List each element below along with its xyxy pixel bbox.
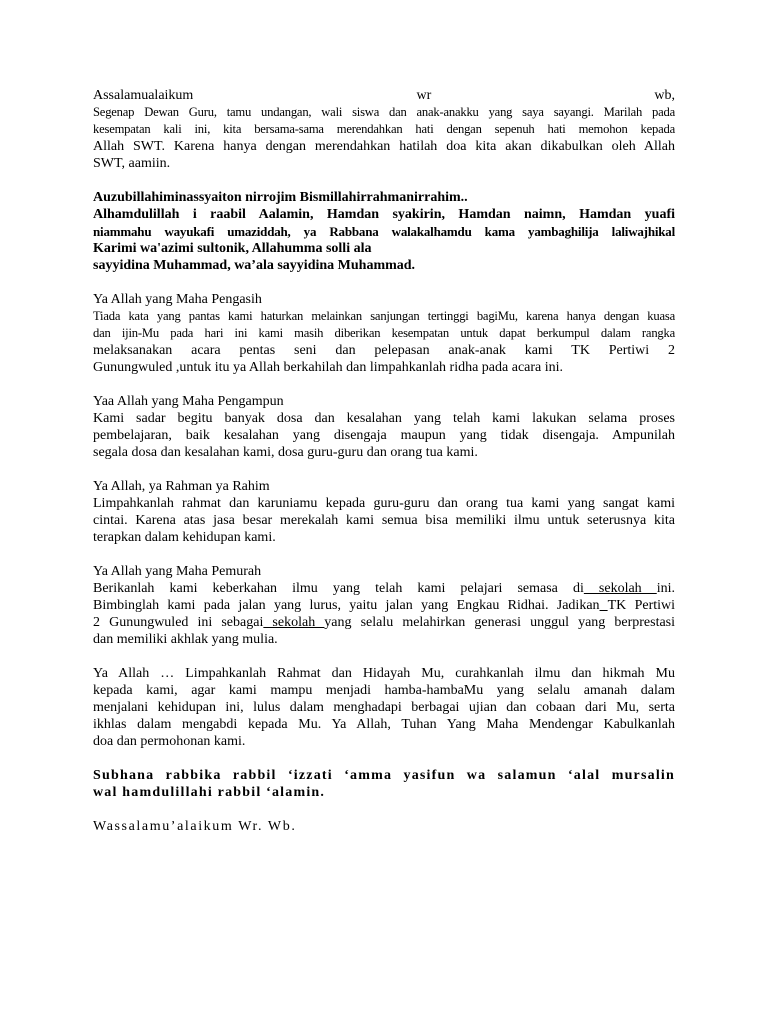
- closing-salam-paragraph: [93, 818, 675, 835]
- section-line: Tiada kata yang pantas kami haturkan melainkan sanjungan tertinggi bagiMu, karena hanya dengan kuasa: [93, 309, 675, 323]
- section-line: menjalani kehidupan ini, lulus dalam menghadapi berbagai ujian dan cobaan dari Mu, serta: [93, 700, 675, 715]
- section-pengampun: [93, 393, 675, 461]
- text-run: Berikanlah kami keberkahan ilmu yang telah kami pelajari semasa di: [93, 581, 584, 596]
- section-rahman: [93, 478, 675, 546]
- text-run: TK Pertiwi: [607, 598, 676, 613]
- section-line: pembelajaran, baik kesalahan yang disengaja maupun yang tidak disengaja. Ampunilah: [93, 428, 675, 443]
- section-line: [93, 580, 675, 597]
- sekolah-link[interactable]: sekolah: [583, 581, 657, 596]
- section-line: doa dan permohonan kami.: [93, 734, 246, 749]
- opening-line: kesempatan kali ini, kita bersama-sama merendahkan hati dengan sepenuh hati memohon kepada: [93, 122, 675, 136]
- section-line: dan memiliki akhlak yang mulia.: [93, 632, 278, 647]
- section-line: Gunungwuled ,untuk itu ya Allah berkahilah dan limpahkanlah ridha pada acara ini.: [93, 360, 564, 375]
- sekolah-link[interactable]: sekolah: [263, 615, 325, 630]
- section-line: Ya Allah … Limpahkanlah Rahmat dan Hidayah Mu, curahkanlah ilmu dan hikmah Mu: [93, 666, 675, 681]
- arabic-opening-line: Alhamdulillah i raabil Aalamin, Hamdan syakirin, Hamdan naimn, Hamdan yuafi: [93, 207, 675, 222]
- arabic-opening-paragraph: [93, 189, 675, 274]
- section-line: [93, 597, 675, 614]
- underlined-space: [600, 598, 608, 613]
- greeting: Assalamualaikum wr wb,: [93, 88, 675, 103]
- closing-prayer-line: wal hamdulillahi rabbil ‘alamin.: [93, 785, 326, 800]
- arabic-opening-line: Auzubillahiminassyaiton nirrojim Bismillahirrahmanirrahim..: [93, 190, 468, 205]
- section-line: ikhlas dalam mengabdi kepada Mu. Ya Allah, Tuhan Yang Maha Mendengar Kabulkanlah: [93, 717, 675, 732]
- section-pengasih: [93, 291, 675, 376]
- opening-line: Allah SWT. Karena hanya dengan merendahkan hatilah doa kita akan dikabulkan oleh Allah: [93, 139, 675, 154]
- section-line: [93, 614, 675, 631]
- section-line: Limpahkanlah rahmat dan karuniamu kepada guru-guru dan orang tua kami yang sangat kami: [93, 496, 675, 511]
- arabic-opening-line: sayyidina Muhammad, wa’ala sayyidina Muhammad.: [93, 258, 416, 273]
- closing-prayer-line: Subhana rabbika rabbil ‘izzati ‘amma yasifun wa salamun ‘alal mursalin: [93, 768, 675, 783]
- section-line: melaksanakan acara pentas seni dan pelepasan anak-anak kami TK Pertiwi 2: [93, 343, 675, 358]
- section-heading: Ya Allah, ya Rahman ya Rahim: [93, 479, 270, 494]
- section-heading: Ya Allah yang Maha Pemurah: [93, 564, 262, 579]
- section-heading: Ya Allah yang Maha Pengasih: [93, 292, 262, 307]
- section-pemurah: [93, 563, 675, 648]
- opening-line: Segenap Dewan Guru, tamu undangan, wali siswa dan anak-anakku yang saya sayangi. Marilah pada: [93, 105, 675, 119]
- closing-prayer: [93, 767, 675, 801]
- section-line: dan ijin-Mu pada hari ini kami masih diberikan kesempatan untuk dapat berkumpul dalam rangka: [93, 326, 675, 340]
- document-page: [93, 87, 675, 835]
- section-line: cintai. Karena atas jasa besar merekalah kami semua bisa memiliki ilmu untuk seterusnya kita: [93, 513, 675, 528]
- text-run: yang selalu melahirkan generasi unggul yang berprestasi: [324, 615, 676, 630]
- arabic-opening-line: niammahu wayukafi umaziddah, ya Rabbana walakalhamdu kama yambaghilija laliwajhikal: [93, 224, 675, 239]
- section-heading: Yaa Allah yang Maha Pengampun: [93, 394, 284, 409]
- text-run: Bimbinglah kami pada jalan yang lurus, yaitu jalan yang Engkau Ridhai. Jadikan: [93, 598, 600, 613]
- closing-salam: Wassalamu’alaikum Wr. Wb.: [93, 819, 297, 834]
- opening-line: SWT, aamiin.: [93, 156, 171, 171]
- text-run: ini.: [656, 581, 676, 596]
- section-line: kepada kami, agar kami mampu menjadi hamba-hambaMu yang selalu amanah dalam: [93, 683, 675, 698]
- text-run: 2 Gunungwuled ini sebagai: [93, 615, 264, 630]
- section-line: terapkan dalam kehidupan kami.: [93, 530, 276, 545]
- opening-paragraph: [93, 87, 675, 172]
- section-line: segala dosa dan kesalahan kami, dosa guru-guru dan orang tua kami.: [93, 445, 478, 460]
- section-hidayah: [93, 665, 675, 750]
- section-line: Kami sadar begitu banyak dosa dan kesalahan yang telah kami lakukan selama proses: [93, 411, 675, 426]
- arabic-opening-line: Karimi wa'azimi sultonik, Allahumma solli ala: [93, 241, 372, 256]
